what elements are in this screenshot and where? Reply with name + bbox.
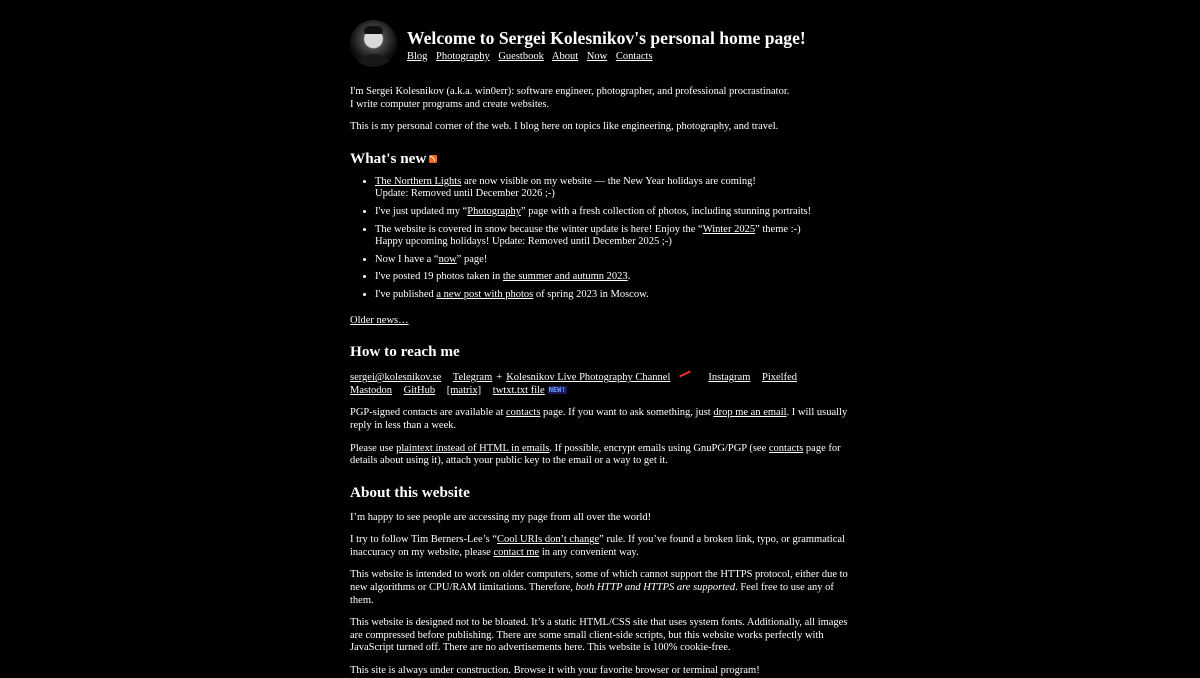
whats-new-heading: What's new <box>350 150 850 168</box>
older-news-link[interactable]: Older news… <box>350 314 409 326</box>
reach-heading: How to reach me <box>350 343 460 361</box>
channel-link[interactable]: Kolesnikov Live Photography Channel <box>506 372 671 384</box>
news-list <box>350 176 850 302</box>
list-item: • I've posted 19 photos taken in the summer and autumn 2023. <box>375 271 850 284</box>
list-item: • The Northern Lights are now visible on my website — the New Year holidays are coming! Update: Removed until December 2026 ;-) <box>375 176 850 201</box>
new-badge: NEW! <box>548 385 566 394</box>
contacts-link-2[interactable]: contacts <box>768 442 804 454</box>
intro-paragraph-2: This is my personal corner of the web. I blog here on topics like engineering, photography, and travel. <box>350 121 779 133</box>
news-link[interactable]: the summer and autumn 2023 <box>502 271 628 283</box>
list-item: • I've published a new post with photos of spring 2023 in Moscow. <box>375 289 850 302</box>
email-link[interactable]: sergei@kolesnikov.se <box>350 372 442 384</box>
avatar <box>350 20 397 67</box>
nav-photography[interactable]: Photography <box>436 51 490 62</box>
plaintext-link[interactable]: plaintext instead of HTML in emails <box>396 442 550 454</box>
about-paragraph-1: I’m happy to see people are accessing my page from all over the world! <box>350 511 652 523</box>
list-item: • Now I have a “now” page! <box>375 254 850 267</box>
contacts-links: sergei@kolesnikov.se Telegram + Kolesnikov Live Photography Channel Instagram Pixelfed Mastodon GitHub [matrix] twtxt.txt file NEW! <box>350 372 797 396</box>
news-link[interactable]: a new post with photos <box>436 288 534 300</box>
telegram-link[interactable]: Telegram <box>452 372 493 384</box>
nav-guestbook[interactable]: Guestbook <box>498 51 544 62</box>
telegram-plane-icon <box>679 370 690 378</box>
about-paragraph-3: This website is intended to work on older computers, some of which cannot support the HTTPS protocol, either due to new algorithms or CPU/RAM limitations. Therefore, both HTTP and HTTPS are supported. Feel free to use any of them. <box>350 569 848 606</box>
about-paragraph-4: This website is designed not to be bloated. It’s a static HTML/CSS site that uses system fonts. Additionally, all images are compressed before publishing. There are some small client-side scripts, but this website works perfectly with JavaScript turned off. There are no advertisements here. This website is 100% cookie-free. <box>350 617 848 654</box>
top-nav <box>407 51 806 64</box>
about-heading: About this website <box>350 483 470 501</box>
contacts-link[interactable]: contacts <box>506 407 541 419</box>
news-link[interactable]: The Northern Lights <box>375 175 462 187</box>
pgp-paragraph: PGP-signed contacts are available at contacts page. If you want to ask something, just drop me an email. I will usually reply in less than a week. <box>350 407 848 431</box>
nav-contacts[interactable]: Contacts <box>615 51 653 62</box>
github-link[interactable]: GitHub <box>403 384 436 396</box>
news-link[interactable]: now <box>438 253 457 265</box>
rss-icon[interactable] <box>429 155 437 163</box>
cool-uris-link[interactable]: Cool URIs don’t change <box>496 534 600 546</box>
news-link[interactable]: Winter 2025 <box>702 223 756 235</box>
nav-blog[interactable]: Blog <box>407 51 428 62</box>
list-item: • The website is covered in snow because the winter update is here! Enjoy the “Winter 2025” theme :-) Happy upcoming holidays! Update: Removed until December 2025 ;-) <box>375 224 850 249</box>
nav-now[interactable]: Now <box>586 51 608 62</box>
about-paragraph-5: This site is always under construction. Browse it with your favorite browser or terminal program! <box>350 665 760 677</box>
intro-paragraph: I'm Sergei Kolesnikov (a.k.a. win0err): software engineer, photographer, and professional procrastinator. I write computer programs and create websites. <box>350 86 790 110</box>
page <box>350 20 850 678</box>
news-link[interactable]: Photography <box>467 205 521 217</box>
plaintext-paragraph: Please use plaintext instead of HTML in emails. If possible, encrypt emails using GnuPG/PGP (see contacts page for details about using it), attach your public key to the email or a way to get it. <box>350 442 841 467</box>
pixelfed-link[interactable]: Pixelfed <box>762 372 797 384</box>
matrix-link[interactable]: [matrix] <box>446 384 482 396</box>
about-paragraph-2: I try to follow Tim Berners-Lee’s “Cool URIs don’t change” rule. If you’ve found a broken link, typo, or grammatical inaccuracy on my website, please contact me in any convenient way. <box>350 534 845 558</box>
page-title: Welcome to Sergei Kolesnikov's personal home page! <box>407 28 806 48</box>
email-me-link[interactable]: drop me an email <box>713 407 787 419</box>
header <box>350 20 850 68</box>
list-item: • I've just updated my “Photography” page with a fresh collection of photos, including stunning portraits! <box>375 206 850 219</box>
twtxt-link[interactable]: twtxt.txt file <box>492 384 545 396</box>
instagram-link[interactable]: Instagram <box>708 372 751 384</box>
mastodon-link[interactable]: Mastodon <box>350 384 392 396</box>
contact-me-link[interactable]: contact me <box>493 546 540 558</box>
nav-about[interactable]: About <box>551 51 579 62</box>
